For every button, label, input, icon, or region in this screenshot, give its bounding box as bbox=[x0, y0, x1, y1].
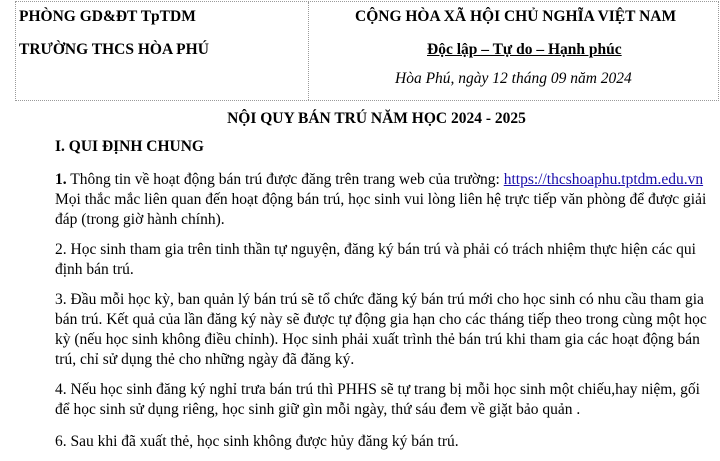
header-divider bbox=[308, 2, 309, 100]
document-title: NỘI QUY BÁN TRÚ NĂM HỌC 2024 - 2025 bbox=[227, 110, 526, 127]
rule-paragraph-1 bbox=[55, 170, 715, 230]
school-website-link[interactable]: https://thcshoaphu.tptdm.edu.vn bbox=[503, 171, 704, 188]
section-heading: I. QUI ĐỊNH CHUNG bbox=[55, 138, 204, 155]
rule-paragraph-4: 4. Nếu học sinh đăng ký nghỉ trưa bán trú thì PHHS sẽ tự trang bị mỗi học sinh một chiếu,hay niệm, gối để học sinh sử dụng riêng, học sinh giữ gìn mỗi ngày, thứ sáu đem về giặt bảo quản . bbox=[55, 381, 700, 418]
department-name: PHÒNG GD&ĐT TpTDM bbox=[19, 8, 196, 25]
rule-text: Mọi thắc mắc liên quan đến hoạt động bán trú, học sinh vui lòng liên hệ trực tiếp văn phòng để được giải đáp (trong giờ hành chính). bbox=[55, 191, 707, 228]
rule-text: Thông tin về hoạt động bán trú được đăng trên trang web của trường: bbox=[66, 171, 504, 188]
rule-paragraph-6: 6. Sau khi đã xuất thẻ, học sinh không được hủy đăng ký bán trú. bbox=[55, 433, 459, 450]
rule-paragraph-3: 3. Đầu mỗi học kỳ, ban quản lý bán trú sẽ tổ chức đăng ký bán trú mới cho học sinh có nhu cầu tham gia bán trú. Kết quả của lần đăng ký này sẽ được tự động gia hạn cho các tháng tiếp theo trong cùng một học kỳ (nếu học sinh không điều chỉnh). Học sinh phải xuất trình thẻ bán trú khi tham gia các hoạt động bán trú, chỉ sử dụng thẻ cho những ngày đã đăng ký. bbox=[55, 291, 707, 368]
rule-number: 1. bbox=[55, 171, 67, 188]
school-name: TRƯỜNG THCS HÒA PHÚ bbox=[19, 41, 209, 58]
motto: Độc lập – Tự do – Hạnh phúc bbox=[427, 41, 622, 58]
rule-paragraph-2: 2. Học sinh tham gia trên tinh thần tự nguyện, đăng ký bán trú và phải có trách nhiệm thực hiện các qui định bán trú. bbox=[55, 241, 696, 278]
country-name: CỘNG HÒA XÃ HỘI CHỦ NGHĨA VIỆT NAM bbox=[355, 8, 677, 25]
place-date: Hòa Phú, ngày 12 tháng 09 năm 2024 bbox=[395, 70, 632, 87]
